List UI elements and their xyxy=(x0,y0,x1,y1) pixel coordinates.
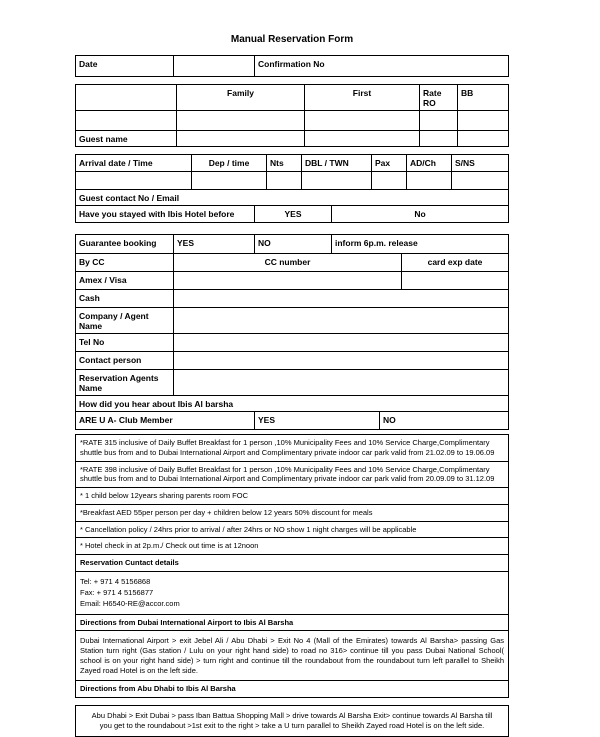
arrival-blank-row xyxy=(76,171,508,189)
guest-name-label: Guest name xyxy=(79,134,128,145)
by-cc-label: By CC xyxy=(79,257,105,268)
contact-person-input-cell[interactable] xyxy=(173,352,508,369)
first-input-cell[interactable] xyxy=(304,111,419,130)
contact-person-row xyxy=(76,351,508,369)
contact-email: Email: H6540-RE@accor.com xyxy=(80,599,180,609)
club-member-row xyxy=(76,411,508,429)
tel-no-label: Tel No xyxy=(79,337,105,348)
dep-time-input-cell[interactable] xyxy=(191,172,266,189)
note-breakfast-row xyxy=(76,504,508,521)
club-no-cell[interactable]: NO xyxy=(379,412,508,429)
abudhabi-directions-body-row xyxy=(76,706,508,736)
note-rate-315-row xyxy=(76,435,508,461)
hear-about-label: How did you hear about Ibis Al barsha xyxy=(79,399,234,410)
note-rate-315: *RATE 315 inclusive of Daily Buffet Breakfast for 1 person ,10% Municipality Fees and 10% Service Charge,Complimentary shuttle bus from and to Dubai International Airport and Complimentary private indoor car park valid from 21.02.09 to 19.06.09 xyxy=(80,438,495,457)
abudhabi-directions-heading-row xyxy=(76,680,508,697)
note-cancellation: * Cancellation policy / 24hrs prior to arrival / after 24hrs or NO show 1 night charges will be applicable xyxy=(80,524,417,534)
date-confirmation-table xyxy=(75,55,509,77)
guest-rate-value-cell[interactable] xyxy=(419,131,457,146)
cash-label: Cash xyxy=(79,293,100,304)
first-column-header: First xyxy=(304,85,419,110)
date-label: Date xyxy=(79,59,98,69)
note-rate-398: *RATE 398 inclusive of Daily Buffet Breakfast for 1 person ,10% Municipality Fees and 10% Service Charge,Complimentary shuttle bus from and to Dubai International Airport and Complimentary private indoor car park valid from 20.09.09 to 31.12.09 xyxy=(80,464,495,484)
airport-directions-heading: Directions from Dubai International Airport to Ibis Al Barsha xyxy=(80,617,294,627)
dbl-twn-column-header: DBL / TWN xyxy=(301,155,371,171)
amex-visa-row xyxy=(76,271,508,289)
date-row xyxy=(76,56,508,76)
guarantee-yes-cell[interactable]: YES xyxy=(173,235,254,253)
guest-contact-row xyxy=(76,189,508,205)
agents-name-label: Reservation Agents Name xyxy=(79,373,159,394)
agents-name-input-cell[interactable] xyxy=(173,370,508,395)
date-input-cell[interactable] xyxy=(173,56,254,76)
dbl-twn-input-cell[interactable] xyxy=(301,172,371,189)
note-cancellation-row xyxy=(76,521,508,538)
ad-ch-input-cell[interactable] xyxy=(406,172,451,189)
cc-number-input-cell[interactable] xyxy=(173,272,401,289)
card-exp-label[interactable]: card exp date xyxy=(401,254,508,271)
stayed-no-cell[interactable]: No xyxy=(331,206,508,222)
ad-ch-column-header: AD/Ch xyxy=(406,155,451,171)
agents-name-row xyxy=(76,369,508,395)
company-input-cell[interactable] xyxy=(173,308,508,333)
s-ns-column-header: S/NS xyxy=(451,155,508,171)
card-exp-input-cell[interactable] xyxy=(401,272,508,289)
note-breakfast: *Breakfast AED 55per person per day + children below 12 years 50% discount for meals xyxy=(80,507,373,517)
guarantee-no-cell[interactable]: NO xyxy=(254,235,331,253)
contact-tel: Tel: + 971 4 5156868 xyxy=(80,576,151,586)
cash-input-cell[interactable] xyxy=(173,290,508,307)
abudhabi-directions-heading: Directions from Abu Dhabi to Ibis Al Barsha xyxy=(80,684,236,694)
page-title: Manual Reservation Form xyxy=(230,34,354,45)
dep-time-column-header: Dep / time xyxy=(191,155,266,171)
company-label: Company / Agent Name xyxy=(79,311,149,332)
tel-no-input-cell[interactable] xyxy=(173,334,508,351)
guest-blank-row xyxy=(76,110,508,130)
abudhabi-directions-text: Abu Dhabi > Exit Dubai > pass Iban Battua Shopping Mall > drive towards Al Barsha Exit> continue towards Al Barsha till you get to the roundabout >1st exit to the right > take a U turn parallel to Sheikh Zayed road Hotel is on the left side. xyxy=(91,711,493,730)
contact-details-cell xyxy=(76,572,508,614)
arrival-date-column-header: Arrival date / Time xyxy=(79,158,153,169)
contact-details-row xyxy=(76,571,508,614)
rate-ro-input-cell[interactable] xyxy=(419,111,457,130)
s-ns-input-cell[interactable] xyxy=(451,172,508,189)
company-row xyxy=(76,307,508,333)
guarantee-label: Guarantee booking xyxy=(79,238,157,249)
tel-no-row xyxy=(76,333,508,351)
club-member-label: ARE U A- Club Member xyxy=(79,415,173,426)
note-child-row xyxy=(76,487,508,504)
bb-input-cell[interactable] xyxy=(457,111,508,130)
guest-family-value-cell[interactable] xyxy=(176,131,304,146)
manual-reservation-form xyxy=(75,0,509,737)
cash-row xyxy=(76,289,508,307)
family-column-header: Family xyxy=(176,85,304,110)
reservation-contact-heading: Reservation Cuntact details xyxy=(80,558,179,568)
pax-input-cell[interactable] xyxy=(371,172,406,189)
notes-directions-table xyxy=(75,434,509,698)
guest-contact-label: Guest contact No / Email xyxy=(79,193,180,204)
guarantee-row xyxy=(76,235,508,253)
stayed-yes-cell[interactable]: YES xyxy=(254,206,331,222)
booking-table xyxy=(75,234,509,430)
arrival-date-input-cell[interactable] xyxy=(76,172,191,189)
contact-fax: Fax: + 971 4 5156877 xyxy=(80,588,154,598)
guest-name-row xyxy=(76,130,508,146)
note-rate-398-row xyxy=(76,461,508,488)
nts-input-cell[interactable] xyxy=(266,172,301,189)
guest-spacer-cell xyxy=(76,85,176,110)
cc-number-label[interactable]: CC number xyxy=(173,254,401,271)
guest-header-row xyxy=(76,85,508,110)
guest-bb-value-cell[interactable] xyxy=(457,131,508,146)
arrival-table xyxy=(75,154,509,223)
airport-directions-body-row xyxy=(76,630,508,680)
stayed-before-row xyxy=(76,205,508,222)
pax-column-header: Pax xyxy=(371,155,406,171)
guest-name-table xyxy=(75,84,509,147)
stayed-before-label: Have you stayed with Ibis Hotel before xyxy=(79,209,235,220)
note-child-policy: * 1 child below 12years sharing parents room FOC xyxy=(80,491,248,501)
confirmation-no-label: Confirmation No xyxy=(254,56,508,76)
hear-about-row xyxy=(76,395,508,411)
rate-ro-column-header: Rate RO xyxy=(419,85,457,110)
guest-first-value-cell[interactable] xyxy=(304,131,419,146)
family-input-cell[interactable] xyxy=(176,111,304,130)
airport-directions-heading-row xyxy=(76,614,508,631)
guest-blank-cell xyxy=(76,111,176,130)
nts-column-header: Nts xyxy=(266,155,301,171)
airport-directions-text: Dubai International Airport > exit Jebel Ali / Abu Dhabi > Exit No 4 (Mall of the Emirates) towards Al Barsha> passing Gas Station turn right (Gas station / Lulu on your right hand side) to road no 316> continue till you pass Dubai National School( school is on your right hand side) > turn right and continue till the roundabout from the roundabout turn left parallel to Sheikh Zayed road Hotel is on the left side. xyxy=(80,636,504,675)
by-cc-row xyxy=(76,253,508,271)
club-yes-cell[interactable]: YES xyxy=(254,412,379,429)
bb-column-header: BB xyxy=(457,85,508,110)
note-check-in-row xyxy=(76,537,508,554)
contact-person-label: Contact person xyxy=(79,355,142,366)
amex-visa-label: Amex / Visa xyxy=(79,275,127,286)
abudhabi-directions-table xyxy=(75,705,509,737)
inform-release-label: inform 6p.m. release xyxy=(331,235,508,253)
note-check-in: * Hotel check in at 2p.m./ Check out time is at 12noon xyxy=(80,541,259,551)
arrival-header-row xyxy=(76,155,508,171)
contact-heading-row xyxy=(76,554,508,571)
